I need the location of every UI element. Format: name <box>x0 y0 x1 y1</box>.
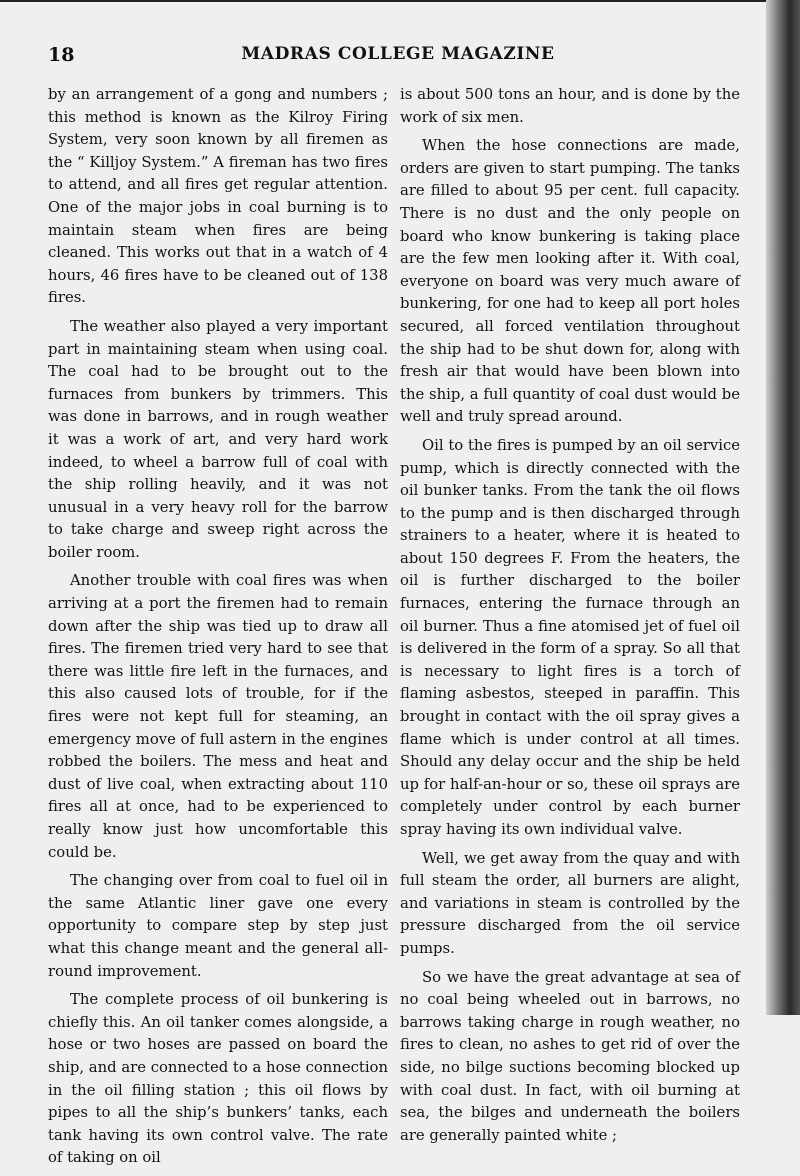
paragraph: Another trouble with coal fires was when arriving at a port the firemen had to remain down after the ship was tied up to draw all fires. The firemen tried very hard to see that there was little fire left in the furnaces, and this also caused lots of trouble, for if the fires were not kept full for steaming, an emergency move of full astern in the engines robbed the boilers. The mess and heat and dust of live coal, when extracting about 110 fires all at once, had to be experienced to really know just how uncomfortable this could be. <box>48 572 388 861</box>
running-title: MADRAS COLLEGE MAGAZINE <box>241 44 555 64</box>
paragraph: by an arrangement of a gong and numbers ; this method is known as the Kilroy Firing System, very soon known by all firemen as the “ Killjoy System.” A fireman has two fires to attend, and all fires get regular attention. One of the major jobs in coal burning is to maintain steam when fires are being cleaned. This works out that in a watch of 4 hours, 46 fires have to be cleaned out of 138 fires. <box>48 86 388 307</box>
paragraph: Oil to the fires is pumped by an oil service pump, which is directly connected with the oil bunker tanks. From the tank the oil flows to the pump and is then discharged through strainers to a heater, where it is heated to about 150 degrees F. From the heaters, the oil is further discharged to the boiler furnaces, entering the furnace through an oil burner. Thus a fine atomised jet of fuel oil is delivered in the form of a spray. So all that is necessary to light fires is a torch of flaming asbestos, steeped in paraffin. This brought in contact with the oil spray gives a flame which is under control at all times. Should any delay occur and the ship be held up for half-an-hour or so, these oil sprays are completely under control by each burner spray having its own individual valve. <box>400 436 740 838</box>
top-rule <box>0 0 770 2</box>
left-column <box>48 84 388 1176</box>
paragraph: When the hose connections are made, orders are given to start pumping. The tanks are filled to about 95 per cent. full capacity. There is no dust and the only people on board who know bunkering is taking place are the few men looking after it. With coal, everyone on board was very much aware of bunkering, for one had to keep all port holes secured, all forced ventilation throughout the ship had to be shut down for, along with fresh air that would have been blown into the ship, a full quantity of coal dust would be well and truly spread around. <box>400 137 740 426</box>
right-column <box>400 84 740 1153</box>
page-number: 18 <box>48 44 75 66</box>
page-edge-shadow <box>766 0 800 1015</box>
paragraph: Well, we get away from the quay and with full steam the order, all burners are alight, and variations in steam is controlled by the pressure discharged from the oil service pumps. <box>400 849 740 957</box>
paragraph: The weather also played a very important part in maintaining steam when using coal. The coal had to be brought out to the furnaces from bunkers by trimmers. This was done in barrows, and in rough weather it was a work of art, and very hard work indeed, to wheel a barrow full of coal with the ship rolling heavily, and it was not unusual in a very heavy roll for the barrow to take charge and sweep right across the boiler room. <box>48 317 388 561</box>
paragraph: The complete process of oil bunkering is chiefly this. An oil tanker comes alongside, a hose or two hoses are passed on board the ship, and are connected to a hose connection in the oil filling station ; this oil flows by pipes to all the ship’s bunkers’ tanks, each tank having its own control valve. The rate of taking on oil <box>48 991 388 1167</box>
paragraph: The changing over from coal to fuel oil in the same Atlantic liner gave one every opportunity to compare step by step just what this change meant and the general all-round improvement. <box>48 872 388 980</box>
paragraph: So we have the great advantage at sea of no coal being wheeled out in barrows, no barrows taking charge in rough weather, no fires to clean, no ashes to get rid of over the side, no bilge suctions becoming blocked up with coal dust. In fact, with oil burning at sea, the bilges and underneath the boilers are generally painted white ; <box>400 968 740 1144</box>
page-header <box>48 44 748 68</box>
paragraph: is about 500 tons an hour, and is done by the work of six men. <box>400 86 740 126</box>
